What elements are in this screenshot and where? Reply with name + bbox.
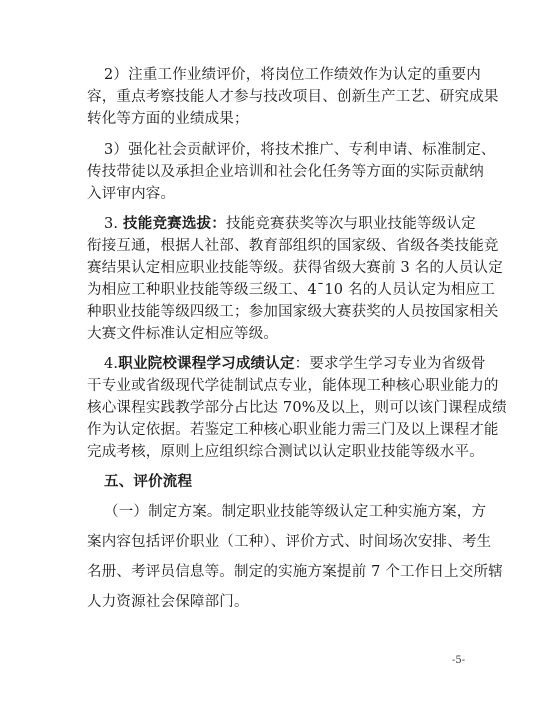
para3-line3: 赛结果认定相应职业技能等级。获得省级大赛前 3 名的人员认定 <box>87 260 503 276</box>
para4-line1 <box>104 354 486 374</box>
para3-line2: 衔接互通，根据人社部、教育部组织的国家级、省级各类技能竞 <box>87 238 499 254</box>
para3-bold-title: 技能竞赛选拔： <box>123 215 226 232</box>
para4-number: 4. <box>104 356 119 372</box>
para3-line1 <box>104 214 476 234</box>
para4-bold-title: 职业院校课程学习成绩认定 <box>118 355 295 372</box>
para4-line1-text: ：要求学生学习专业为省级骨 <box>294 356 486 372</box>
para5-line4: 人力资源社会保障部门。 <box>87 594 249 610</box>
para2-line1: 3）强化社会贡献评价，将技术推广、专利申请、标准制定、 <box>104 142 496 158</box>
para4-line3: 核心课程实践教学部分占比达 70%及以上，则可以该门课程成绩 <box>87 400 507 416</box>
para3-line6: 大赛文件标准认定相应等级。 <box>87 326 279 342</box>
para2-line3: 入评审内容。 <box>87 186 176 202</box>
para3-number: 3. <box>104 216 124 232</box>
para5-line1: （一）制定方案。制定职业技能等级认定工种实施方案，方 <box>104 504 487 520</box>
para3-line5: 种职业技能等级四级工；参加国家级大赛获奖的人员按国家相关 <box>87 304 499 320</box>
para1-line1: 2）注重工作业绩评价，将岗位工作绩效作为认定的重要内 <box>104 67 481 83</box>
section-heading: 五、评价流程 <box>104 473 193 490</box>
page-number: -5- <box>452 655 466 666</box>
para5-line2: 案内容包括评价职业（工种）、评价方式、时间场次安排、考生 <box>87 534 492 550</box>
para2-line2: 传技带徒以及承担企业培训和社会化任务等方面的实际贡献纳 <box>87 164 484 180</box>
para3-line4: 为相应工种职业技能等级三级工、4¯10 名的人员认定为相应工 <box>87 282 496 298</box>
para1-line2: 容，重点考察技能人才参与技改项目、创新生产工艺、研究成果 <box>87 89 499 105</box>
para5-line3: 名册、考评员信息等。制定的实施方案提前 7 个工作日上交所辖 <box>87 564 503 580</box>
para1-line3: 转化等方面的业绩成果； <box>87 111 249 127</box>
para4-line4: 作为认定依据。若鉴定工种核心职业能力需三门及以上课程才能 <box>87 422 499 438</box>
para4-line5: 完成考核，原则上应组织综合测试以认定职业技能等级水平。 <box>87 444 484 460</box>
para3-line1-text: 技能竞赛获奖等次与职业技能等级认定 <box>225 216 476 232</box>
para4-line2: 干专业或省级现代学徒制试点专业，能体现工种核心职业能力的 <box>87 378 499 394</box>
